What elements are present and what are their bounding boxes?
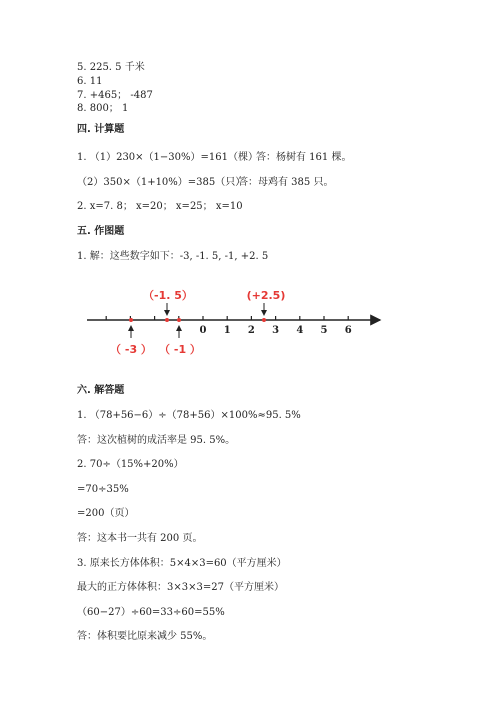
section-heading: 五. 作图题 (77, 226, 125, 237)
solution-line: 最大的正方体体积：3×3×3=27（平方厘米） (77, 582, 284, 593)
point-neg1-5 (165, 318, 169, 322)
tick-label: 6 (344, 325, 352, 336)
answer-line: 7. +465； -487 (77, 90, 153, 101)
label-pos2-5: (+2.5) (246, 289, 286, 302)
solution-line: （60−27）÷60=33÷60=55% (77, 607, 225, 618)
section-heading: 四. 计算题 (77, 124, 125, 135)
solution-line: =70÷35% (77, 484, 129, 495)
label-neg3: （ -3 ） (110, 343, 152, 356)
answer-line: 6. 11 (77, 76, 103, 87)
tick-label: 4 (296, 325, 304, 336)
calc-line: 2. x=7. 8； x=20； x=25； x=10 (77, 201, 243, 212)
tick-label: 5 (320, 325, 328, 336)
solution-line: 答：这次植树的成活率是 95. 5%。 (77, 435, 236, 446)
tick-group (106, 316, 352, 336)
calc-line: （2）350×（1+10%）=385（只） (77, 177, 246, 188)
drawing-line: 1. 解：这些数字如下：-3, -1. 5, -1, +2. 5 (77, 251, 269, 262)
calc-answer: 答：母鸡有 385 只。 (238, 177, 334, 188)
solution-line: 答：这本书一共有 200 页。 (77, 533, 203, 544)
solution-line: 2. 70÷（15%+20%） (77, 459, 184, 470)
tick-label: 3 (272, 325, 280, 336)
calc-line: 1. （1）230×（1−30%）=161（棵） (77, 152, 258, 163)
tick-label: 1 (223, 325, 231, 336)
solution-line: 答：体积要比原来减少 55%。 (77, 631, 213, 642)
solution-line: 3. 原来长方体体积：5×4×3=60（平方厘米） (77, 558, 287, 569)
section-heading: 六. 解答题 (77, 385, 125, 396)
tick-label: 2 (247, 325, 255, 336)
point-neg1 (177, 318, 181, 322)
label-neg1: （ -1 ） (159, 343, 201, 356)
tick-label: 0 (199, 325, 207, 336)
solution-line: 1. （78+56−6）÷（78+56）×100%≈95. 5% (77, 410, 301, 421)
point-neg3 (129, 318, 133, 322)
point-pos2-5 (262, 318, 266, 322)
answer-line: 8. 800； 1 (77, 103, 129, 114)
calc-answer: 答：杨树有 161 棵。 (256, 152, 352, 163)
label-neg1-5: （-1. 5） (143, 289, 193, 302)
answer-line: 5. 225. 5 千米 (77, 62, 145, 73)
solution-line: =200（页） (77, 508, 135, 519)
